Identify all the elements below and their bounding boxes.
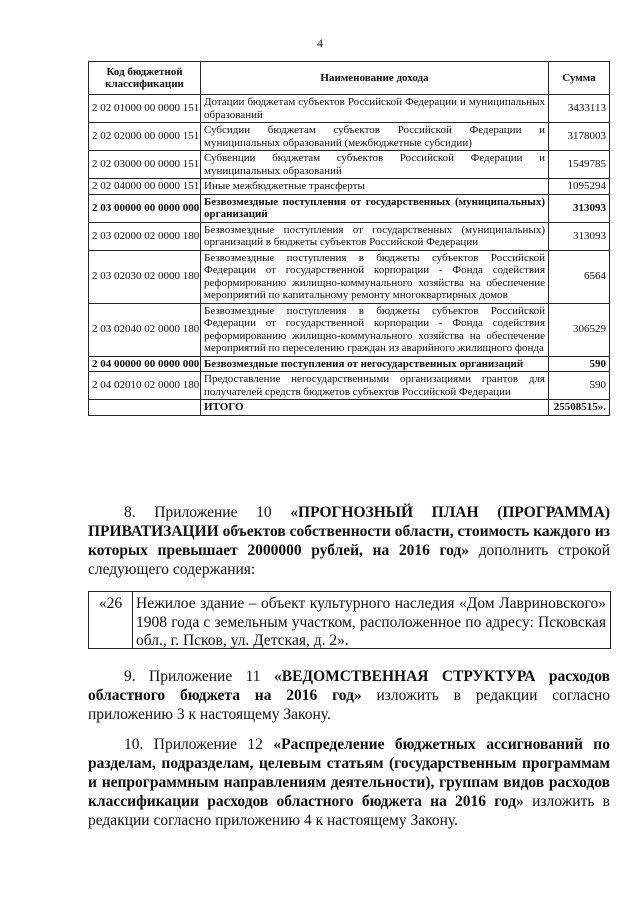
- row-code: 2 02 04000 00 0000 151: [89, 179, 201, 195]
- row-code: 2 02 03000 00 0000 151: [89, 151, 201, 179]
- revenue-table: [88, 61, 610, 416]
- row-sum: 1549785: [549, 151, 610, 179]
- row-sum: 590: [549, 356, 610, 372]
- paragraph-8-tail: дополнить строкой следующего содержания:: [88, 542, 610, 578]
- row-name: Предоставление негосударственными организациями грантов для получателей средств бюджетов субъектов Российской Федерации: [201, 372, 549, 400]
- addition-number: «26: [89, 592, 133, 648]
- table-row: [89, 372, 610, 400]
- page-number: 4: [317, 36, 323, 50]
- paragraph-10-number: 10. Приложение 12: [124, 736, 274, 753]
- row-code: 2 03 02000 02 0000 180: [89, 222, 201, 250]
- table-row: [89, 303, 610, 356]
- row-name: Безвозмездные поступления в бюджеты субъектов Российской Федерации от государственной корпорации - Фонда содействия реформированию жилищно-коммунального хозяйства на обеспечение мероприятий по капитальному ремонту многоквартирных домов: [201, 250, 549, 303]
- paragraph-8-title: «ПРОГНОЗНЫЙ ПЛАН (ПРОГРАММА) ПРИВАТИЗАЦИИ объектов собственности области, стоимость каждого из которых превышает 2000000 рублей, на 2016 год»: [88, 504, 610, 559]
- row-name: Безвозмездные поступления в бюджеты субъектов Российской Федерации от государственной корпорации - Фонда содействия реформированию жилищно-коммунального хозяйства на обеспечение мероприятий по переселению граждан из аварийного жилищного фонда: [201, 303, 549, 356]
- row-code: 2 04 00000 00 0000 000: [89, 356, 201, 372]
- paragraph-10: [88, 735, 610, 830]
- row-code: 2 03 02040 02 0000 180: [89, 303, 201, 356]
- row-sum: 3433113: [549, 95, 610, 123]
- paragraph-10-title: «Распределение бюджетных ассигнований по разделам, подразделам, целевым статьям (государственным программам и непрограммным направлениям деятельности), группам видов расходов классификации расходов областного бюджета на 2016 год»: [88, 736, 610, 810]
- row-sum: 6564: [549, 250, 610, 303]
- paragraph-9-title: «ВЕДОМСТВЕННАЯ СТРУКТУРА расходов областного бюджета на 2016 год»: [88, 668, 610, 704]
- addition-text: Нежилое здание – объект культурного наследия «Дом Лавриновского» 1908 года с земельным участком, расположенное по адресу: Псковская обл., г. Псков, ул. Детская, д. 2».: [136, 595, 606, 649]
- header-name: Наименование дохода: [201, 62, 549, 95]
- row-name: Безвозмездные поступления от государственных (муниципальных) организаций: [201, 194, 549, 222]
- row-code: 2 03 02030 02 0000 180: [89, 250, 201, 303]
- table-header-row: [89, 62, 610, 95]
- row-sum: 25508515».: [549, 400, 610, 416]
- table-row: [89, 250, 610, 303]
- row-sum: 1095294: [549, 179, 610, 195]
- table-row: [89, 222, 610, 250]
- row-name: Субсидии бюджетам субъектов Российской Федерации и муниципальных образований (межбюджетные субсидии): [201, 123, 549, 151]
- table-row: [89, 356, 610, 372]
- row-sum: 306529: [549, 303, 610, 356]
- header-code: Код бюджетной классификации: [89, 62, 201, 95]
- table-body: [89, 95, 610, 416]
- row-name: Иные межбюджетные трансферты: [201, 179, 549, 195]
- table-row: [89, 151, 610, 179]
- row-code: 2 03 00000 00 0000 000: [89, 194, 201, 222]
- row-name: ИТОГО: [201, 400, 549, 416]
- paragraph-9-number: 9. Приложение 11: [124, 668, 274, 685]
- row-sum: 590: [549, 372, 610, 400]
- table-row: [89, 194, 610, 222]
- row-sum: 313093: [549, 194, 610, 222]
- row-name: Безвозмездные поступления от государственных (муниципальных) организаций в бюджеты субъектов Российской Федерации: [201, 222, 549, 250]
- row-code: 2 02 01000 00 0000 151: [89, 95, 201, 123]
- table-row: [89, 179, 610, 195]
- table-row: [89, 95, 610, 123]
- paragraph-9: [88, 667, 610, 724]
- paragraph-9-tail: изложить в редакции согласно приложению 3 к настоящему Закону.: [88, 687, 610, 723]
- row-code: 2 04 02010 02 0000 180: [89, 372, 201, 400]
- row-sum: 313093: [549, 222, 610, 250]
- row-name: Субвенции бюджетам субъектов Российской Федерации и муниципальных образований: [201, 151, 549, 179]
- table-row: [89, 123, 610, 151]
- paragraph-8: [88, 503, 610, 579]
- header-sum: Сумма: [549, 62, 610, 95]
- row-name: Безвозмездные поступления от негосударственных организаций: [201, 356, 549, 372]
- row-sum: 3178003: [549, 123, 610, 151]
- row-name: Дотации бюджетам субъектов Российской Федерации и муниципальных образований: [201, 95, 549, 123]
- addition-row: [88, 591, 611, 649]
- table-row: [89, 400, 610, 416]
- row-code: [89, 400, 201, 416]
- row-code: 2 02 02000 00 0000 151: [89, 123, 201, 151]
- paragraph-8-number: 8. Приложение 10: [124, 504, 291, 521]
- paragraph-10-tail: изложить в редакции согласно приложению 4 к настоящему Закону.: [88, 793, 610, 829]
